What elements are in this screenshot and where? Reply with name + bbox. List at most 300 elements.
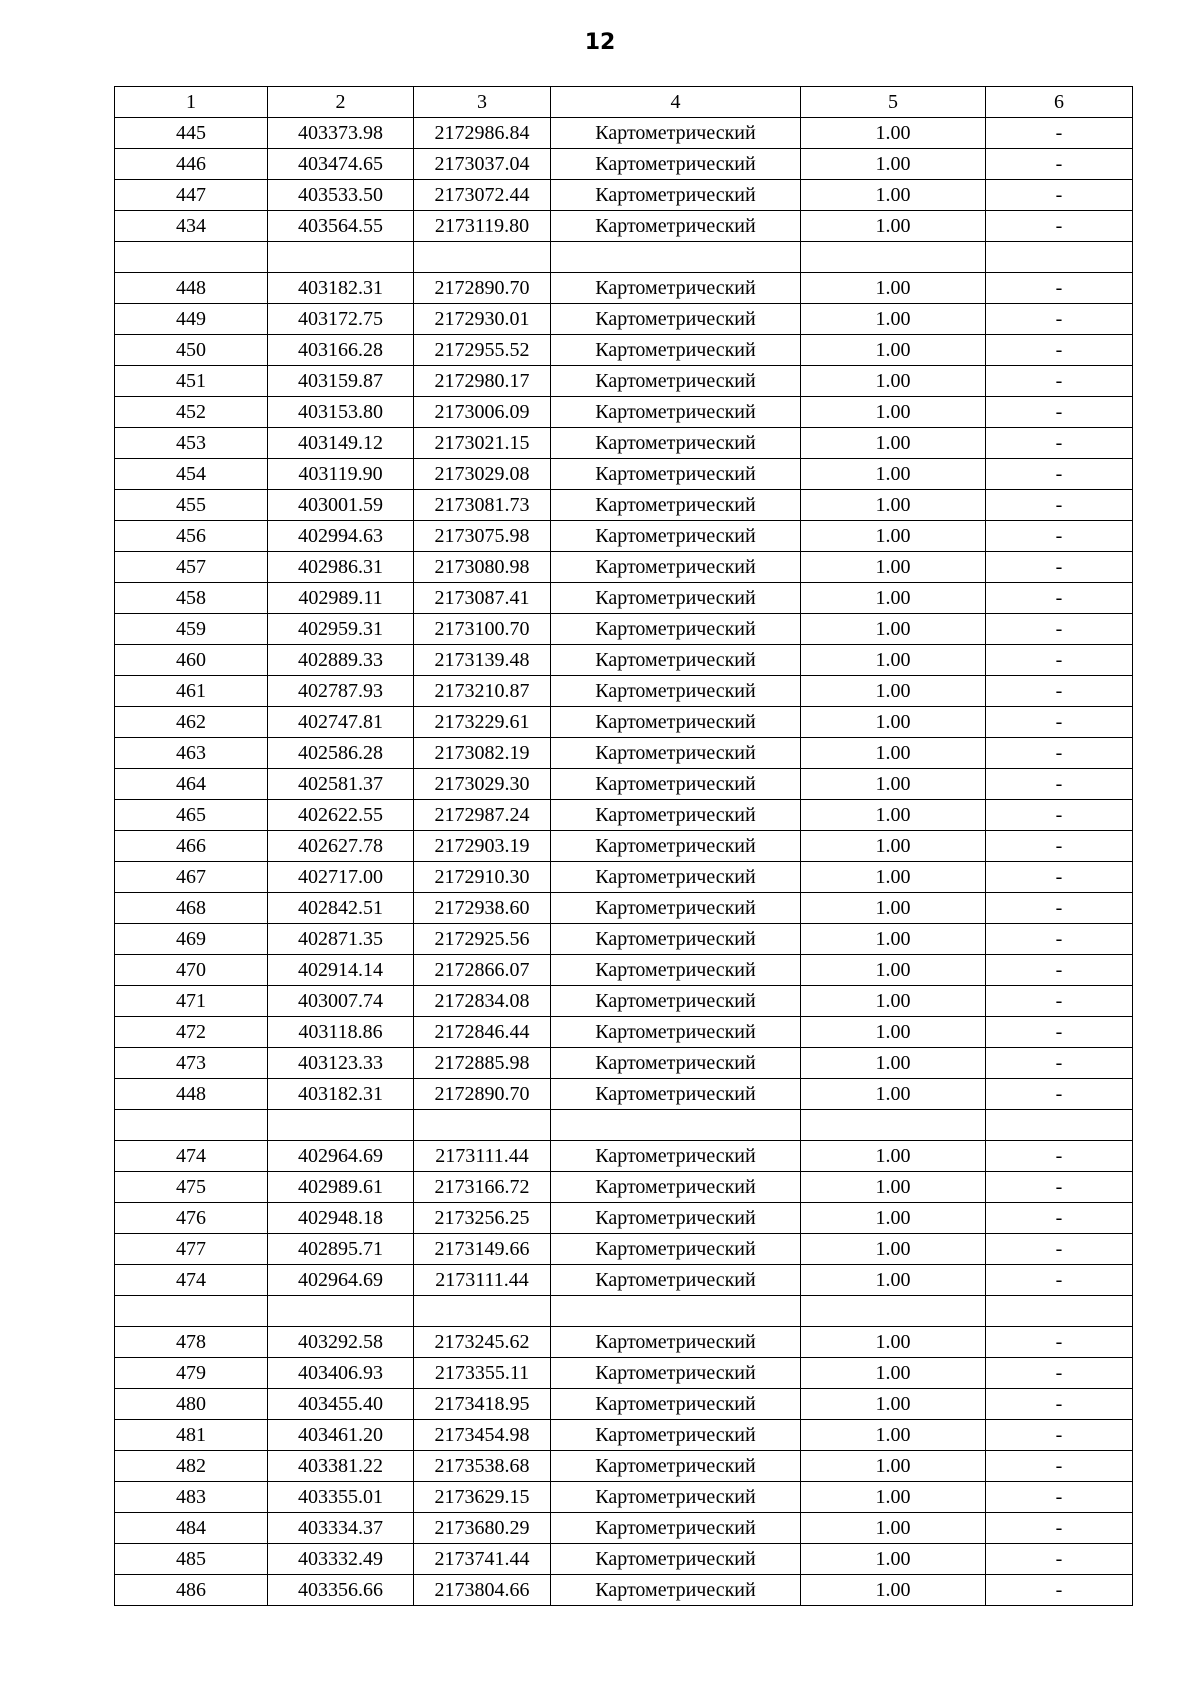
- cell-accuracy: 1.00: [801, 149, 986, 180]
- cell-accuracy: 1.00: [801, 800, 986, 831]
- cell-note: -: [986, 676, 1133, 707]
- table-row: [115, 924, 1133, 955]
- cell-coord-x: 403474.65: [268, 149, 414, 180]
- cell-coord-y: 2172885.98: [414, 1048, 551, 1079]
- cell-note: -: [986, 614, 1133, 645]
- cell-coord-y: 2173741.44: [414, 1544, 551, 1575]
- cell-coord-x: 403149.12: [268, 428, 414, 459]
- cell-point-number: 469: [115, 924, 268, 955]
- cell-note: -: [986, 1265, 1133, 1296]
- cell-point-number: 447: [115, 180, 268, 211]
- cell-accuracy: 1.00: [801, 924, 986, 955]
- cell-note: -: [986, 1203, 1133, 1234]
- cell-point-number: 476: [115, 1203, 268, 1234]
- cell-note: -: [986, 552, 1133, 583]
- cell-method: Картометрический: [551, 769, 801, 800]
- cell-accuracy: 1.00: [801, 118, 986, 149]
- cell-accuracy: 1.00: [801, 1234, 986, 1265]
- cell-point-number: [115, 242, 268, 273]
- cell-accuracy: 1.00: [801, 552, 986, 583]
- cell-coord-y: 2173075.98: [414, 521, 551, 552]
- cell-accuracy: 1.00: [801, 645, 986, 676]
- cell-point-number: 451: [115, 366, 268, 397]
- cell-note: -: [986, 1451, 1133, 1482]
- cell-accuracy: 1.00: [801, 428, 986, 459]
- cell-coord-x: 403118.86: [268, 1017, 414, 1048]
- cell-coord-x: 403406.93: [268, 1358, 414, 1389]
- cell-note: -: [986, 521, 1133, 552]
- cell-point-number: 454: [115, 459, 268, 490]
- column-header-method: 4: [551, 87, 801, 118]
- cell-method: Картометрический: [551, 614, 801, 645]
- table-row: [115, 1513, 1133, 1544]
- table-row: [115, 1451, 1133, 1482]
- cell-coord-y: 2172930.01: [414, 304, 551, 335]
- cell-accuracy: 1.00: [801, 397, 986, 428]
- cell-coord-y: 2172846.44: [414, 1017, 551, 1048]
- cell-coord-y: 2173629.15: [414, 1482, 551, 1513]
- cell-coord-y: 2173080.98: [414, 552, 551, 583]
- cell-method: Картометрический: [551, 366, 801, 397]
- cell-note: -: [986, 1482, 1133, 1513]
- cell-method: Картометрический: [551, 1079, 801, 1110]
- cell-coord-y: 2173029.30: [414, 769, 551, 800]
- cell-accuracy: 1.00: [801, 1079, 986, 1110]
- cell-note: -: [986, 769, 1133, 800]
- cell-accuracy: 1.00: [801, 614, 986, 645]
- table-row: [115, 676, 1133, 707]
- cell-point-number: 470: [115, 955, 268, 986]
- cell-coord-x: 402914.14: [268, 955, 414, 986]
- cell-coord-y: 2172890.70: [414, 1079, 551, 1110]
- cell-coord-y: 2173538.68: [414, 1451, 551, 1482]
- cell-method: Картометрический: [551, 397, 801, 428]
- cell-note: -: [986, 428, 1133, 459]
- separator-row: [115, 1296, 1133, 1327]
- cell-coord-y: [414, 1110, 551, 1141]
- cell-method: Картометрический: [551, 490, 801, 521]
- cell-point-number: 471: [115, 986, 268, 1017]
- table-row: [115, 614, 1133, 645]
- cell-point-number: 457: [115, 552, 268, 583]
- table-row: [115, 459, 1133, 490]
- cell-coord-y: 2173119.80: [414, 211, 551, 242]
- cell-point-number: 458: [115, 583, 268, 614]
- cell-point-number: 463: [115, 738, 268, 769]
- cell-coord-x: 403172.75: [268, 304, 414, 335]
- cell-note: -: [986, 335, 1133, 366]
- table-row: [115, 211, 1133, 242]
- cell-note: -: [986, 1234, 1133, 1265]
- cell-point-number: 453: [115, 428, 268, 459]
- cell-coord-x: 403334.37: [268, 1513, 414, 1544]
- cell-note: -: [986, 1544, 1133, 1575]
- cell-method: Картометрический: [551, 149, 801, 180]
- cell-coord-y: 2173256.25: [414, 1203, 551, 1234]
- cell-note: -: [986, 955, 1133, 986]
- cell-point-number: 460: [115, 645, 268, 676]
- cell-coord-x: 402994.63: [268, 521, 414, 552]
- cell-accuracy: 1.00: [801, 1327, 986, 1358]
- cell-point-number: 472: [115, 1017, 268, 1048]
- cell-coord-y: 2172834.08: [414, 986, 551, 1017]
- cell-point-number: 481: [115, 1420, 268, 1451]
- cell-coord-y: 2173166.72: [414, 1172, 551, 1203]
- cell-accuracy: 1.00: [801, 862, 986, 893]
- table-row: [115, 1575, 1133, 1606]
- cell-note: [986, 242, 1133, 273]
- cell-method: Картометрический: [551, 1234, 801, 1265]
- cell-point-number: 465: [115, 800, 268, 831]
- cell-note: -: [986, 490, 1133, 521]
- table-row: [115, 490, 1133, 521]
- cell-coord-x: 403182.31: [268, 273, 414, 304]
- cell-coord-x: 403564.55: [268, 211, 414, 242]
- table-row: [115, 1141, 1133, 1172]
- cell-method: Картометрический: [551, 645, 801, 676]
- cell-coord-x: 403356.66: [268, 1575, 414, 1606]
- table-row: [115, 428, 1133, 459]
- table-row: [115, 1048, 1133, 1079]
- cell-note: -: [986, 1389, 1133, 1420]
- cell-method: Картометрический: [551, 552, 801, 583]
- table-row: [115, 831, 1133, 862]
- cell-coord-x: 402948.18: [268, 1203, 414, 1234]
- table-row: [115, 800, 1133, 831]
- cell-coord-y: 2173111.44: [414, 1141, 551, 1172]
- cell-method: Картометрический: [551, 335, 801, 366]
- cell-coord-y: 2172987.24: [414, 800, 551, 831]
- cell-point-number: 486: [115, 1575, 268, 1606]
- table-body: [115, 118, 1133, 1606]
- table-row: [115, 1265, 1133, 1296]
- cell-method: Картометрический: [551, 831, 801, 862]
- cell-point-number: 446: [115, 149, 268, 180]
- cell-point-number: 452: [115, 397, 268, 428]
- cell-coord-x: 402986.31: [268, 552, 414, 583]
- cell-note: -: [986, 1048, 1133, 1079]
- cell-accuracy: 1.00: [801, 304, 986, 335]
- cell-coord-y: 2173029.08: [414, 459, 551, 490]
- cell-accuracy: 1.00: [801, 1389, 986, 1420]
- cell-method: Картометрический: [551, 118, 801, 149]
- cell-note: -: [986, 149, 1133, 180]
- cell-point-number: 477: [115, 1234, 268, 1265]
- cell-point-number: 448: [115, 273, 268, 304]
- cell-note: [986, 1110, 1133, 1141]
- cell-note: -: [986, 831, 1133, 862]
- table-row: [115, 707, 1133, 738]
- cell-accuracy: 1.00: [801, 273, 986, 304]
- cell-accuracy: 1.00: [801, 986, 986, 1017]
- cell-coord-x: 403355.01: [268, 1482, 414, 1513]
- cell-accuracy: 1.00: [801, 955, 986, 986]
- cell-coord-y: 2172938.60: [414, 893, 551, 924]
- cell-method: Картометрический: [551, 1513, 801, 1544]
- cell-coord-y: 2173139.48: [414, 645, 551, 676]
- cell-method: Картометрический: [551, 893, 801, 924]
- cell-note: -: [986, 1141, 1133, 1172]
- table-row: [115, 180, 1133, 211]
- cell-coord-y: 2172925.56: [414, 924, 551, 955]
- cell-note: -: [986, 1358, 1133, 1389]
- table-row: [115, 1420, 1133, 1451]
- cell-point-number: 473: [115, 1048, 268, 1079]
- cell-method: Картометрический: [551, 1451, 801, 1482]
- cell-accuracy: [801, 242, 986, 273]
- cell-coord-x: 402964.69: [268, 1141, 414, 1172]
- cell-coord-x: [268, 1110, 414, 1141]
- column-header-point-number: 1: [115, 87, 268, 118]
- cell-coord-x: 402989.61: [268, 1172, 414, 1203]
- cell-coord-x: 402895.71: [268, 1234, 414, 1265]
- cell-coord-y: 2173037.04: [414, 149, 551, 180]
- cell-coord-y: 2173804.66: [414, 1575, 551, 1606]
- cell-coord-y: 2173072.44: [414, 180, 551, 211]
- cell-accuracy: 1.00: [801, 211, 986, 242]
- separator-row: [115, 1110, 1133, 1141]
- cell-note: -: [986, 1327, 1133, 1358]
- cell-point-number: 459: [115, 614, 268, 645]
- cell-accuracy: 1.00: [801, 1048, 986, 1079]
- cell-method: Картометрический: [551, 986, 801, 1017]
- table-row: [115, 118, 1133, 149]
- table-row: [115, 521, 1133, 552]
- cell-accuracy: 1.00: [801, 1544, 986, 1575]
- table-row: [115, 769, 1133, 800]
- cell-coord-x: 402627.78: [268, 831, 414, 862]
- cell-point-number: 455: [115, 490, 268, 521]
- cell-method: Картометрический: [551, 707, 801, 738]
- cell-note: -: [986, 397, 1133, 428]
- table-row: [115, 273, 1133, 304]
- cell-point-number: 479: [115, 1358, 268, 1389]
- cell-note: -: [986, 583, 1133, 614]
- cell-point-number: 467: [115, 862, 268, 893]
- table-row: [115, 955, 1133, 986]
- cell-coord-y: 2173082.19: [414, 738, 551, 769]
- cell-accuracy: 1.00: [801, 1203, 986, 1234]
- table-row: [115, 304, 1133, 335]
- cell-accuracy: [801, 1296, 986, 1327]
- cell-method: Картометрический: [551, 1482, 801, 1513]
- cell-method: Картометрический: [551, 1203, 801, 1234]
- table-row: [115, 645, 1133, 676]
- cell-accuracy: 1.00: [801, 1513, 986, 1544]
- cell-method: [551, 242, 801, 273]
- cell-accuracy: 1.00: [801, 1451, 986, 1482]
- table-row: [115, 1203, 1133, 1234]
- cell-method: Картометрический: [551, 304, 801, 335]
- cell-note: -: [986, 273, 1133, 304]
- cell-coord-x: 402586.28: [268, 738, 414, 769]
- cell-accuracy: 1.00: [801, 1575, 986, 1606]
- cell-method: Картометрический: [551, 1327, 801, 1358]
- table-row: [115, 893, 1133, 924]
- cell-point-number: 456: [115, 521, 268, 552]
- cell-note: -: [986, 893, 1133, 924]
- cell-note: -: [986, 862, 1133, 893]
- cell-accuracy: 1.00: [801, 1172, 986, 1203]
- cell-point-number: 448: [115, 1079, 268, 1110]
- cell-coord-x: [268, 242, 414, 273]
- table-row: [115, 1358, 1133, 1389]
- cell-point-number: 450: [115, 335, 268, 366]
- table-row: [115, 1482, 1133, 1513]
- table-row: [115, 1234, 1133, 1265]
- cell-note: -: [986, 1017, 1133, 1048]
- cell-method: Картометрический: [551, 459, 801, 490]
- cell-coord-y: 2173111.44: [414, 1265, 551, 1296]
- cell-method: Картометрический: [551, 1420, 801, 1451]
- cell-method: Картометрический: [551, 428, 801, 459]
- table-row: [115, 335, 1133, 366]
- cell-coord-y: 2173418.95: [414, 1389, 551, 1420]
- cell-method: Картометрический: [551, 924, 801, 955]
- cell-point-number: 480: [115, 1389, 268, 1420]
- cell-coord-y: [414, 1296, 551, 1327]
- cell-note: -: [986, 459, 1133, 490]
- table-row: [115, 552, 1133, 583]
- cell-point-number: 474: [115, 1141, 268, 1172]
- cell-point-number: 466: [115, 831, 268, 862]
- cell-coord-x: 402622.55: [268, 800, 414, 831]
- cell-method: Картометрический: [551, 211, 801, 242]
- cell-method: Картометрический: [551, 180, 801, 211]
- cell-method: Картометрический: [551, 521, 801, 552]
- cell-coord-x: 403119.90: [268, 459, 414, 490]
- cell-accuracy: 1.00: [801, 676, 986, 707]
- cell-coord-x: 402717.00: [268, 862, 414, 893]
- table-row: [115, 1017, 1133, 1048]
- cell-coord-x: 402747.81: [268, 707, 414, 738]
- cell-method: Картометрический: [551, 273, 801, 304]
- cell-point-number: [115, 1110, 268, 1141]
- cell-coord-y: 2173100.70: [414, 614, 551, 645]
- cell-method: Картометрический: [551, 1017, 801, 1048]
- cell-coord-x: [268, 1296, 414, 1327]
- table-row: [115, 397, 1133, 428]
- cell-point-number: 474: [115, 1265, 268, 1296]
- cell-coord-y: 2172986.84: [414, 118, 551, 149]
- cell-note: -: [986, 211, 1133, 242]
- table-row: [115, 1172, 1133, 1203]
- table-row: [115, 1389, 1133, 1420]
- header-row: [115, 87, 1133, 118]
- cell-coord-x: 403461.20: [268, 1420, 414, 1451]
- table-row: [115, 862, 1133, 893]
- cell-point-number: 485: [115, 1544, 268, 1575]
- cell-point-number: 449: [115, 304, 268, 335]
- cell-note: -: [986, 800, 1133, 831]
- coordinates-table: [114, 86, 1133, 1606]
- cell-coord-y: 2173229.61: [414, 707, 551, 738]
- cell-point-number: 484: [115, 1513, 268, 1544]
- table-row: [115, 1327, 1133, 1358]
- cell-note: -: [986, 118, 1133, 149]
- cell-coord-x: 402787.93: [268, 676, 414, 707]
- cell-coord-x: 403373.98: [268, 118, 414, 149]
- cell-method: Картометрический: [551, 800, 801, 831]
- separator-row: [115, 242, 1133, 273]
- cell-coord-y: 2173081.73: [414, 490, 551, 521]
- table-row: [115, 366, 1133, 397]
- cell-accuracy: 1.00: [801, 893, 986, 924]
- cell-coord-x: 403332.49: [268, 1544, 414, 1575]
- cell-note: -: [986, 1575, 1133, 1606]
- cell-point-number: 434: [115, 211, 268, 242]
- cell-coord-x: 402964.69: [268, 1265, 414, 1296]
- table-header: [115, 87, 1133, 118]
- cell-accuracy: 1.00: [801, 583, 986, 614]
- cell-coord-x: 402581.37: [268, 769, 414, 800]
- cell-method: Картометрический: [551, 1575, 801, 1606]
- cell-coord-x: 403182.31: [268, 1079, 414, 1110]
- cell-method: Картометрический: [551, 1358, 801, 1389]
- cell-coord-x: 403153.80: [268, 397, 414, 428]
- cell-coord-y: 2173021.15: [414, 428, 551, 459]
- cell-method: Картометрический: [551, 1048, 801, 1079]
- cell-coord-y: 2173087.41: [414, 583, 551, 614]
- cell-coord-x: 402889.33: [268, 645, 414, 676]
- cell-method: Картометрический: [551, 738, 801, 769]
- cell-note: -: [986, 366, 1133, 397]
- cell-method: Картометрический: [551, 1172, 801, 1203]
- cell-method: [551, 1110, 801, 1141]
- cell-coord-x: 402871.35: [268, 924, 414, 955]
- cell-coord-x: 403007.74: [268, 986, 414, 1017]
- cell-note: -: [986, 180, 1133, 211]
- cell-method: [551, 1296, 801, 1327]
- cell-coord-y: 2173355.11: [414, 1358, 551, 1389]
- table-row: [115, 738, 1133, 769]
- cell-point-number: 478: [115, 1327, 268, 1358]
- cell-accuracy: 1.00: [801, 1420, 986, 1451]
- cell-coord-x: 402989.11: [268, 583, 414, 614]
- column-header-note: 6: [986, 87, 1133, 118]
- cell-coord-x: 403001.59: [268, 490, 414, 521]
- cell-note: [986, 1296, 1133, 1327]
- cell-note: -: [986, 645, 1133, 676]
- cell-accuracy: 1.00: [801, 1482, 986, 1513]
- cell-accuracy: 1.00: [801, 769, 986, 800]
- cell-point-number: 468: [115, 893, 268, 924]
- page-number: 12: [584, 30, 616, 55]
- cell-coord-y: 2172910.30: [414, 862, 551, 893]
- cell-coord-x: 403292.58: [268, 1327, 414, 1358]
- cell-accuracy: 1.00: [801, 490, 986, 521]
- cell-coord-y: 2173680.29: [414, 1513, 551, 1544]
- cell-coord-y: 2173149.66: [414, 1234, 551, 1265]
- cell-note: -: [986, 1420, 1133, 1451]
- cell-accuracy: 1.00: [801, 459, 986, 490]
- cell-point-number: 464: [115, 769, 268, 800]
- cell-coord-y: [414, 242, 551, 273]
- cell-coord-y: 2173454.98: [414, 1420, 551, 1451]
- cell-accuracy: 1.00: [801, 1017, 986, 1048]
- cell-note: -: [986, 1513, 1133, 1544]
- cell-accuracy: 1.00: [801, 180, 986, 211]
- cell-point-number: 461: [115, 676, 268, 707]
- column-header-coord-y: 3: [414, 87, 551, 118]
- cell-accuracy: 1.00: [801, 335, 986, 366]
- table-row: [115, 583, 1133, 614]
- cell-coord-y: 2173006.09: [414, 397, 551, 428]
- cell-note: -: [986, 986, 1133, 1017]
- cell-note: -: [986, 924, 1133, 955]
- cell-coord-x: 403159.87: [268, 366, 414, 397]
- cell-method: Картометрический: [551, 955, 801, 986]
